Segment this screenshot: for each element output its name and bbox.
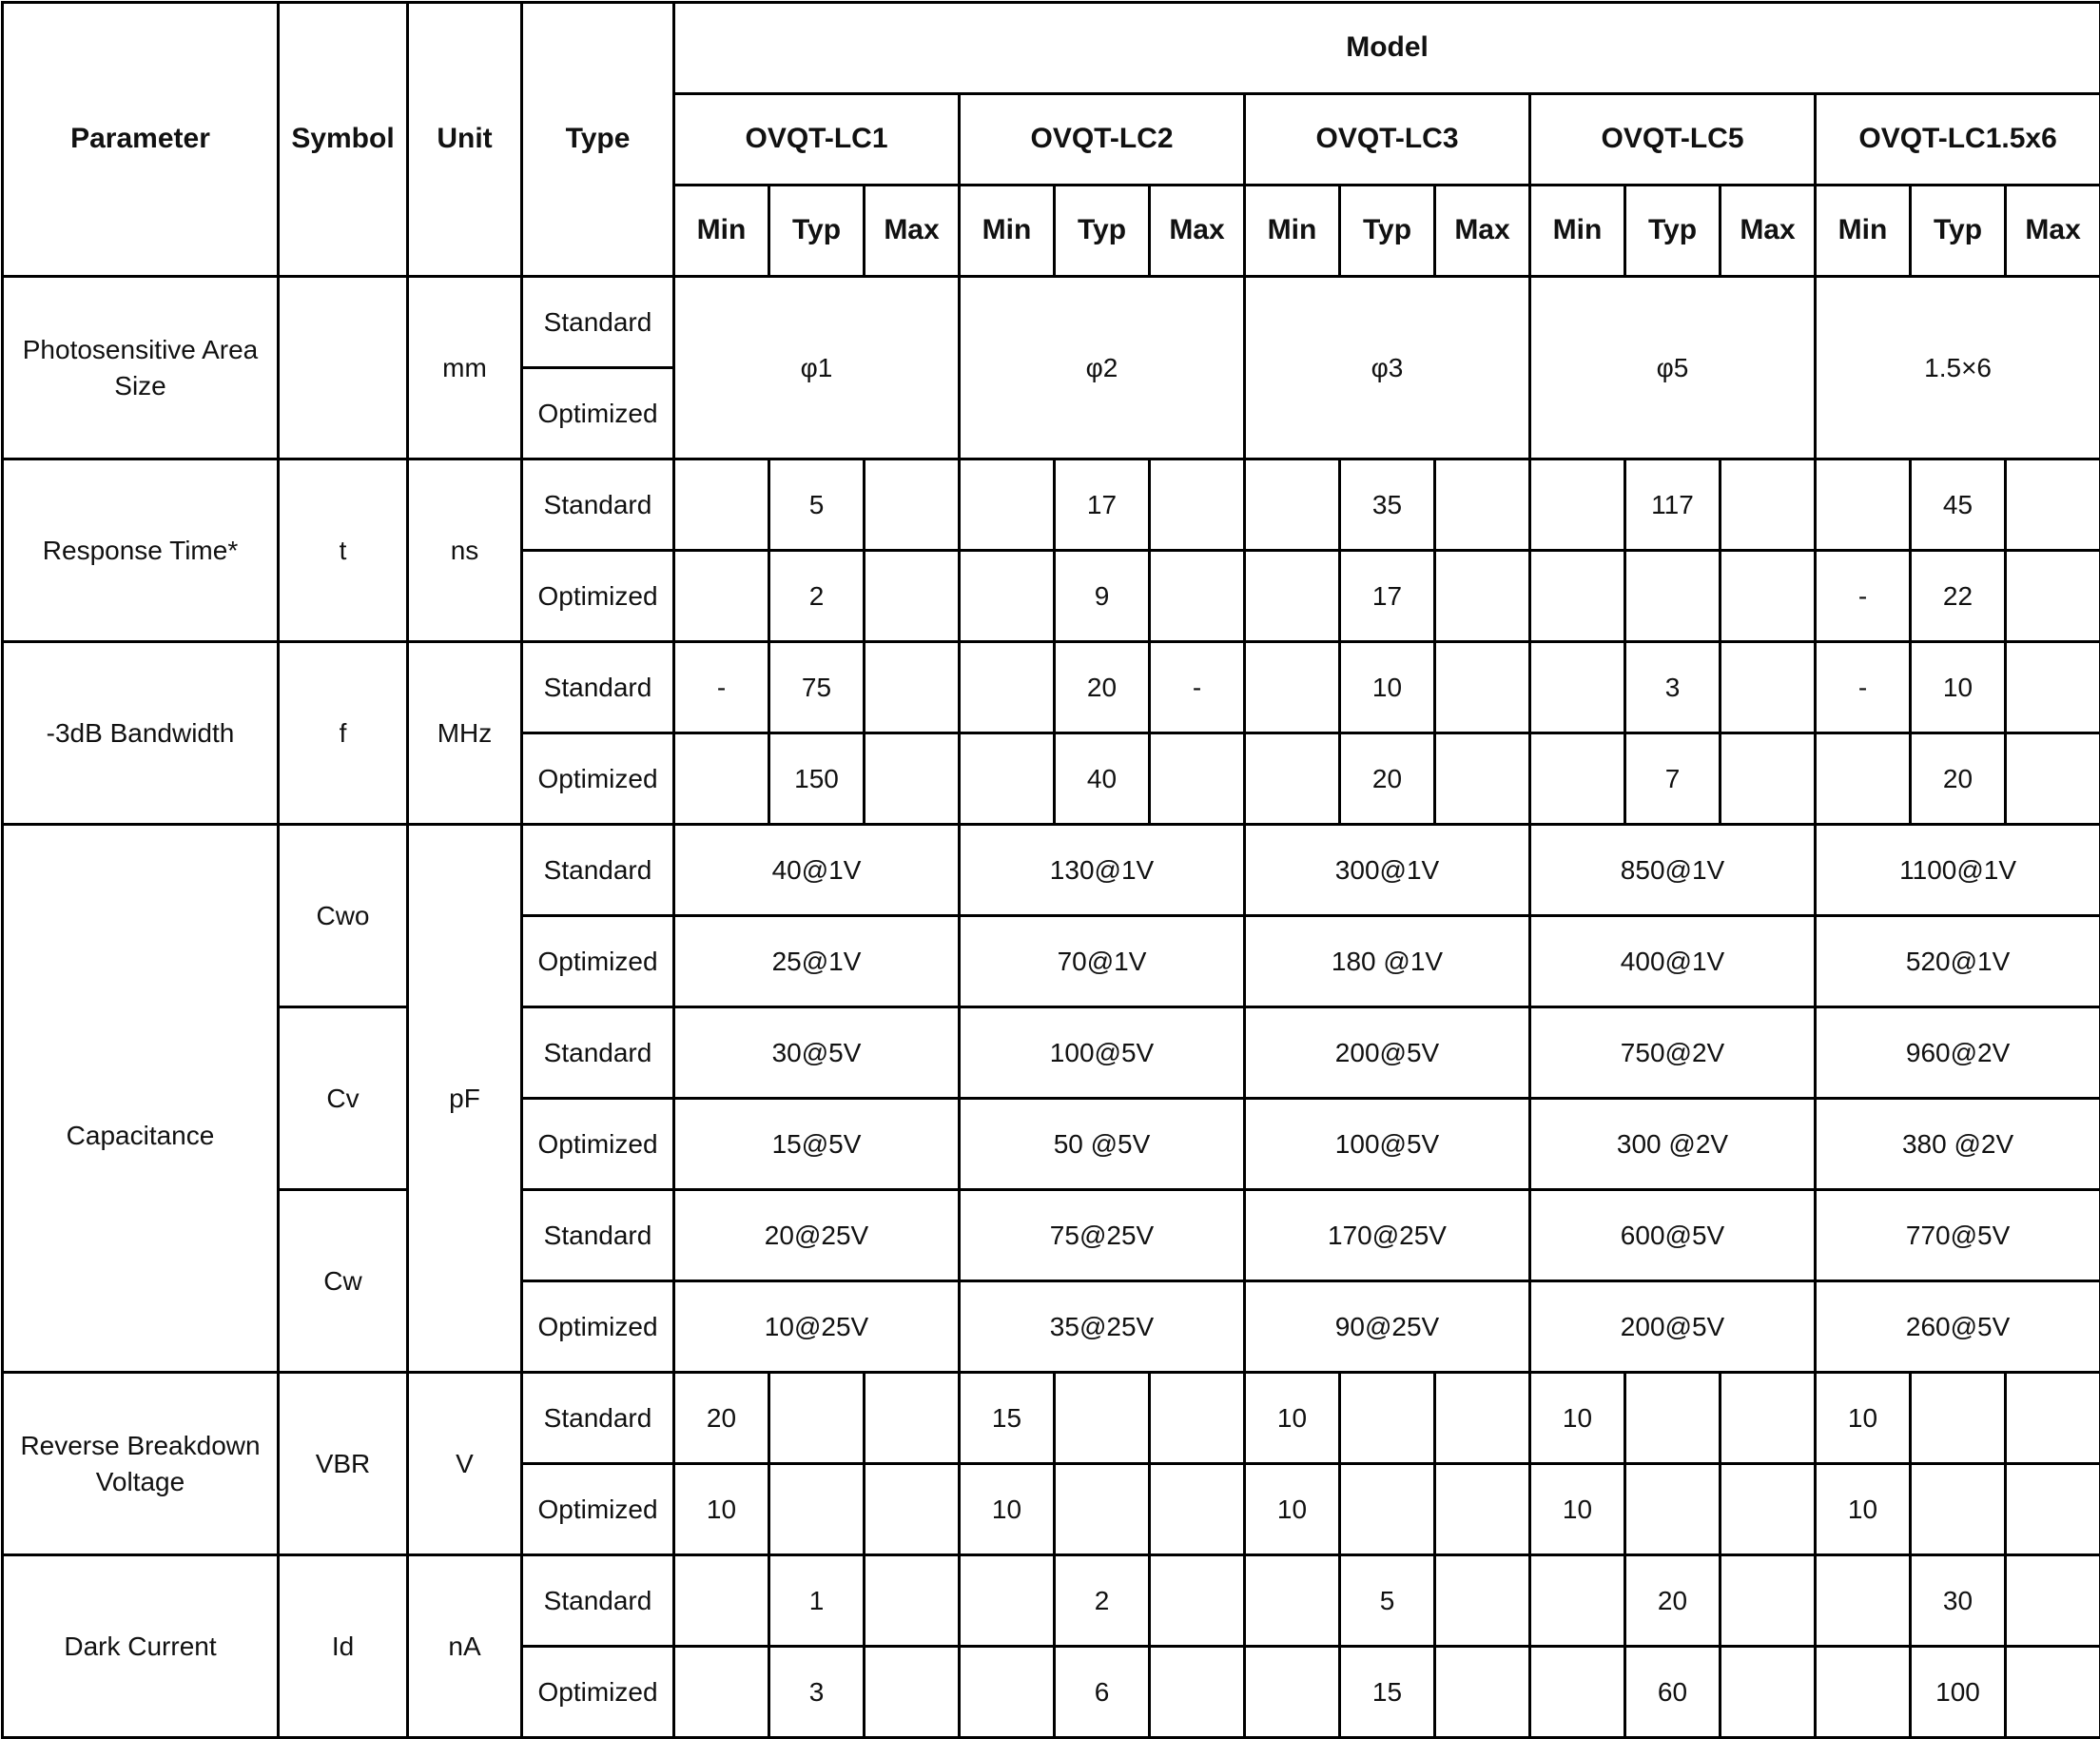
header-max: Max — [1721, 186, 1816, 277]
header-model: Model — [674, 3, 2100, 94]
type-cell: Optimized — [522, 1647, 674, 1738]
value-cell — [865, 1555, 960, 1647]
header-typ: Typ — [1911, 186, 2006, 277]
value-cell: 100@5V — [1245, 1099, 1530, 1190]
table-row — [3, 825, 2100, 916]
table-row — [3, 642, 2100, 733]
value-cell — [1530, 642, 1625, 733]
table-row — [3, 459, 2100, 551]
value-cell: 40@1V — [674, 825, 960, 916]
type-cell: Standard — [522, 825, 674, 916]
unit-cell: pF — [408, 825, 522, 1373]
header-symbol: Symbol — [279, 3, 408, 277]
value-cell — [865, 733, 960, 825]
symbol-cell: f — [279, 642, 408, 825]
value-cell — [1245, 1647, 1340, 1738]
value-cell — [1340, 1373, 1435, 1464]
value-cell: 10 — [1530, 1464, 1625, 1555]
value-cell — [960, 1647, 1055, 1738]
value-cell: φ5 — [1530, 277, 1816, 459]
value-cell — [865, 551, 960, 642]
header-min: Min — [674, 186, 769, 277]
value-cell — [960, 733, 1055, 825]
value-cell: 20 — [1340, 733, 1435, 825]
value-cell: - — [1816, 642, 1911, 733]
value-cell — [1435, 733, 1530, 825]
value-cell: 10 — [1245, 1464, 1340, 1555]
value-cell: φ2 — [960, 277, 1245, 459]
value-cell — [960, 642, 1055, 733]
value-cell: 380 @2V — [1816, 1099, 2100, 1190]
value-cell: 10 — [1245, 1373, 1340, 1464]
header-typ: Typ — [1340, 186, 1435, 277]
value-cell: 30 — [1911, 1555, 2006, 1647]
value-cell — [1530, 459, 1625, 551]
value-cell: 2 — [769, 551, 865, 642]
value-cell: 7 — [1625, 733, 1721, 825]
type-cell: Optimized — [522, 368, 674, 459]
value-cell: 50 @5V — [960, 1099, 1245, 1190]
type-cell: Standard — [522, 1373, 674, 1464]
value-cell: 100@5V — [960, 1007, 1245, 1099]
value-cell: 5 — [1340, 1555, 1435, 1647]
value-cell: 520@1V — [1816, 916, 2100, 1007]
value-cell — [1150, 551, 1245, 642]
header-min: Min — [1530, 186, 1625, 277]
header-model-name: OVQT-LC1 — [674, 94, 960, 186]
value-cell: 90@25V — [1245, 1281, 1530, 1373]
value-cell: 45 — [1911, 459, 2006, 551]
value-cell: 5 — [769, 459, 865, 551]
value-cell — [2006, 1373, 2100, 1464]
value-cell — [1625, 1464, 1721, 1555]
header-min: Min — [1816, 186, 1911, 277]
value-cell — [1435, 1464, 1530, 1555]
value-cell: 117 — [1625, 459, 1721, 551]
value-cell — [1245, 642, 1340, 733]
value-cell: 750@2V — [1530, 1007, 1816, 1099]
type-cell: Optimized — [522, 916, 674, 1007]
header-model-name: OVQT-LC3 — [1245, 94, 1530, 186]
value-cell: 20 — [1625, 1555, 1721, 1647]
parameter-cell: Reverse Breakdown Voltage — [3, 1373, 279, 1555]
parameter-cell: Photosensitive Area Size — [3, 277, 279, 459]
value-cell — [865, 1464, 960, 1555]
value-cell: 180 @1V — [1245, 916, 1530, 1007]
value-cell — [1911, 1373, 2006, 1464]
value-cell — [1340, 1464, 1435, 1555]
value-cell: 300@1V — [1245, 825, 1530, 916]
table-body — [3, 277, 2100, 1738]
table-header — [3, 3, 2100, 277]
value-cell: 850@1V — [1530, 825, 1816, 916]
type-cell: Standard — [522, 1555, 674, 1647]
symbol-cell: t — [279, 459, 408, 642]
parameter-cell: Dark Current — [3, 1555, 279, 1738]
value-cell: 170@25V — [1245, 1190, 1530, 1281]
value-cell — [1721, 733, 1816, 825]
value-cell: φ1 — [674, 277, 960, 459]
header-model-name: OVQT-LC5 — [1530, 94, 1816, 186]
value-cell — [674, 733, 769, 825]
value-cell — [769, 1373, 865, 1464]
value-cell — [1055, 1464, 1150, 1555]
value-cell: 960@2V — [1816, 1007, 2100, 1099]
unit-cell: V — [408, 1373, 522, 1555]
value-cell — [1816, 733, 1911, 825]
type-cell: Optimized — [522, 733, 674, 825]
value-cell: 25@1V — [674, 916, 960, 1007]
value-cell — [1435, 459, 1530, 551]
symbol-cell — [279, 277, 408, 459]
header-min: Min — [960, 186, 1055, 277]
value-cell — [1721, 459, 1816, 551]
symbol-cell: Cwo — [279, 825, 408, 1007]
value-cell — [1721, 1373, 1816, 1464]
table-row — [3, 1555, 2100, 1647]
type-cell: Standard — [522, 1007, 674, 1099]
type-cell: Standard — [522, 642, 674, 733]
value-cell: 10@25V — [674, 1281, 960, 1373]
value-cell: 20@25V — [674, 1190, 960, 1281]
value-cell: 75@25V — [960, 1190, 1245, 1281]
value-cell — [674, 459, 769, 551]
value-cell — [1150, 1555, 1245, 1647]
value-cell: 1100@1V — [1816, 825, 2100, 916]
value-cell — [2006, 459, 2100, 551]
value-cell: 1.5×6 — [1816, 277, 2100, 459]
parameter-cell: Capacitance — [3, 825, 279, 1373]
value-cell: 100 — [1911, 1647, 2006, 1738]
header-model-name: OVQT-LC2 — [960, 94, 1245, 186]
type-cell: Optimized — [522, 1099, 674, 1190]
header-typ: Typ — [769, 186, 865, 277]
value-cell: 20 — [674, 1373, 769, 1464]
value-cell: 600@5V — [1530, 1190, 1816, 1281]
value-cell — [960, 551, 1055, 642]
type-cell: Optimized — [522, 1281, 674, 1373]
value-cell: - — [1150, 642, 1245, 733]
value-cell — [1435, 551, 1530, 642]
value-cell: 15@5V — [674, 1099, 960, 1190]
value-cell — [1150, 1373, 1245, 1464]
header-type: Type — [522, 3, 674, 277]
table-row — [3, 1373, 2100, 1464]
value-cell: - — [1816, 551, 1911, 642]
value-cell: 40 — [1055, 733, 1150, 825]
value-cell: 130@1V — [960, 825, 1245, 916]
type-cell: Optimized — [522, 1464, 674, 1555]
table-row — [3, 1190, 2100, 1281]
value-cell — [2006, 642, 2100, 733]
type-cell: Standard — [522, 277, 674, 368]
value-cell — [1721, 1647, 1816, 1738]
unit-cell: nA — [408, 1555, 522, 1738]
parameter-cell: -3dB Bandwidth — [3, 642, 279, 825]
header-typ: Typ — [1625, 186, 1721, 277]
value-cell: 2 — [1055, 1555, 1150, 1647]
value-cell — [1530, 1647, 1625, 1738]
value-cell — [1530, 733, 1625, 825]
symbol-cell: Id — [279, 1555, 408, 1738]
value-cell: 20 — [1055, 642, 1150, 733]
table-row — [3, 277, 2100, 368]
unit-cell: mm — [408, 277, 522, 459]
value-cell — [1721, 1555, 1816, 1647]
value-cell — [1435, 1373, 1530, 1464]
parameter-cell: Response Time* — [3, 459, 279, 642]
value-cell — [2006, 1647, 2100, 1738]
value-cell — [1911, 1464, 2006, 1555]
value-cell: 150 — [769, 733, 865, 825]
value-cell: 1 — [769, 1555, 865, 1647]
value-cell — [1245, 459, 1340, 551]
value-cell — [1150, 1464, 1245, 1555]
header-max: Max — [865, 186, 960, 277]
value-cell: 10 — [674, 1464, 769, 1555]
value-cell — [1721, 642, 1816, 733]
value-cell: 20 — [1911, 733, 2006, 825]
value-cell: 17 — [1055, 459, 1150, 551]
value-cell — [865, 642, 960, 733]
header-parameter: Parameter — [3, 3, 279, 277]
value-cell: 10 — [1816, 1373, 1911, 1464]
value-cell — [2006, 1555, 2100, 1647]
value-cell — [1435, 1647, 1530, 1738]
type-cell: Optimized — [522, 551, 674, 642]
value-cell: 200@5V — [1245, 1007, 1530, 1099]
value-cell — [865, 1373, 960, 1464]
value-cell: 15 — [960, 1373, 1055, 1464]
value-cell: 10 — [1530, 1373, 1625, 1464]
value-cell — [1816, 1647, 1911, 1738]
symbol-cell: Cv — [279, 1007, 408, 1190]
header-min: Min — [1245, 186, 1340, 277]
value-cell — [1435, 642, 1530, 733]
value-cell: 10 — [1340, 642, 1435, 733]
value-cell — [1721, 1464, 1816, 1555]
unit-cell: ns — [408, 459, 522, 642]
value-cell — [1625, 551, 1721, 642]
unit-cell: MHz — [408, 642, 522, 825]
header-max: Max — [1150, 186, 1245, 277]
symbol-cell: Cw — [279, 1190, 408, 1373]
value-cell — [1625, 1373, 1721, 1464]
value-cell: - — [674, 642, 769, 733]
value-cell — [2006, 733, 2100, 825]
value-cell: 200@5V — [1530, 1281, 1816, 1373]
value-cell — [1530, 551, 1625, 642]
value-cell — [674, 551, 769, 642]
value-cell: 10 — [1911, 642, 2006, 733]
value-cell — [960, 459, 1055, 551]
value-cell — [1530, 1555, 1625, 1647]
value-cell — [1245, 551, 1340, 642]
value-cell — [865, 1647, 960, 1738]
header-max: Max — [1435, 186, 1530, 277]
value-cell — [674, 1555, 769, 1647]
value-cell: 10 — [1816, 1464, 1911, 1555]
header-unit: Unit — [408, 3, 522, 277]
type-cell: Standard — [522, 1190, 674, 1281]
value-cell: 300 @2V — [1530, 1099, 1816, 1190]
value-cell: 30@5V — [674, 1007, 960, 1099]
value-cell — [1150, 1647, 1245, 1738]
value-cell — [1435, 1555, 1530, 1647]
value-cell — [1245, 733, 1340, 825]
value-cell: 10 — [960, 1464, 1055, 1555]
value-cell: 3 — [1625, 642, 1721, 733]
value-cell — [865, 459, 960, 551]
value-cell — [2006, 551, 2100, 642]
spec-table — [1, 1, 2100, 1739]
header-model-name: OVQT-LC1.5x6 — [1816, 94, 2100, 186]
value-cell — [1816, 459, 1911, 551]
value-cell: 60 — [1625, 1647, 1721, 1738]
value-cell — [1721, 551, 1816, 642]
value-cell: 15 — [1340, 1647, 1435, 1738]
value-cell — [1245, 1555, 1340, 1647]
value-cell: 17 — [1340, 551, 1435, 642]
value-cell: 400@1V — [1530, 916, 1816, 1007]
value-cell — [960, 1555, 1055, 1647]
header-max: Max — [2006, 186, 2100, 277]
type-cell: Standard — [522, 459, 674, 551]
value-cell: 22 — [1911, 551, 2006, 642]
value-cell: 260@5V — [1816, 1281, 2100, 1373]
value-cell — [769, 1464, 865, 1555]
value-cell — [1150, 459, 1245, 551]
header-typ: Typ — [1055, 186, 1150, 277]
value-cell: 35 — [1340, 459, 1435, 551]
value-cell: 35@25V — [960, 1281, 1245, 1373]
value-cell — [1816, 1555, 1911, 1647]
value-cell — [674, 1647, 769, 1738]
value-cell: 6 — [1055, 1647, 1150, 1738]
table-row — [3, 1007, 2100, 1099]
symbol-cell: VBR — [279, 1373, 408, 1555]
value-cell — [1150, 733, 1245, 825]
value-cell: 3 — [769, 1647, 865, 1738]
value-cell: 9 — [1055, 551, 1150, 642]
value-cell — [2006, 1464, 2100, 1555]
value-cell: 770@5V — [1816, 1190, 2100, 1281]
value-cell: φ3 — [1245, 277, 1530, 459]
value-cell — [1055, 1373, 1150, 1464]
value-cell: 70@1V — [960, 916, 1245, 1007]
value-cell: 75 — [769, 642, 865, 733]
